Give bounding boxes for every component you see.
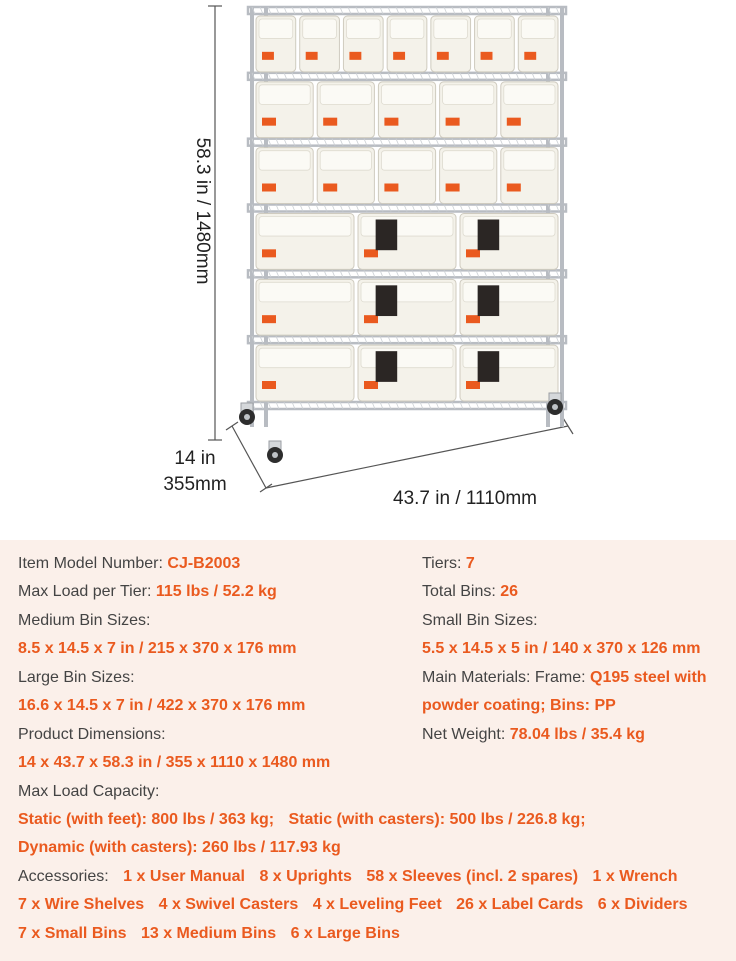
bin-opening [320,151,371,171]
spec-medium-label: Medium Bin Sizes: [18,612,151,629]
bin-divider [478,351,500,382]
bin-opening [463,348,555,368]
bin-label-card [466,315,480,323]
bin-opening [463,282,555,302]
bin-opening [463,217,555,237]
spec-value: 115 lbs / 52.2 kg [155,583,277,600]
bin-opening [259,85,310,105]
bin-label-card [384,184,398,192]
bin-label-card [364,381,378,389]
bin-opening [259,217,351,237]
spec-label: Total Bins: [422,583,496,600]
spec-value: 78.04 lbs / 35.4 kg [509,726,645,743]
spec-model [18,554,240,574]
bin-opening [259,282,351,302]
bin-label-card [262,249,276,257]
bin-opening [381,85,432,105]
spec-value: 26 [500,583,519,600]
spec-weight [422,725,645,745]
bin-label-card [437,52,449,60]
bin-opening [521,19,555,39]
bin-opening [361,282,453,302]
spec-small-label: Small Bin Sizes: [422,612,538,629]
bin-opening [346,19,380,39]
bin-opening [443,151,494,171]
spec-label: Max Load per Tier: [18,583,152,600]
rack-casters [239,393,563,463]
bin-label-card [384,118,398,126]
bin-label-card [262,381,276,389]
bin-label-card [306,52,318,60]
bin-label-card [323,118,337,126]
width-dimension-label: 43.7 in / 1110mm [393,488,537,509]
spec-large-label: Large Bin Sizes: [18,669,135,686]
spec-materials [422,668,707,688]
bin-label-card [524,52,536,60]
bin-opening [504,151,555,171]
width-dimension-line [266,426,568,488]
depth-dimension-label [150,446,240,498]
bin-opening [361,348,453,368]
spec-value: CJ-B2003 [167,555,241,572]
bin-divider [478,285,500,316]
spec-label: Item Model Number: [18,555,163,572]
spec-dims-value: 14 x 43.7 x 58.3 in / 355 x 1110 x 1480 mm [18,754,331,771]
depth-inch-label: 14 in [174,448,216,469]
spec-value: 7 [465,555,475,572]
bin-opening [320,85,371,105]
bin-opening [504,85,555,105]
spec-large-value: 16.6 x 14.5 x 7 in / 422 x 370 x 176 mm [18,697,306,714]
bin-opening [478,19,512,39]
bin-label-card [507,118,521,126]
bin-label-card [393,52,405,60]
spec-label: Net Weight: [422,726,506,743]
bin-label-card [262,184,276,192]
spec-capacity-static: Static (with feet): 800 lbs / 363 kg; Static (with casters): 500 lbs / 226.8 kg; [18,811,586,828]
bin-opening [443,85,494,105]
spec-capacity-dynamic: Dynamic (with casters): 260 lbs / 117.93 kg [18,839,341,856]
spec-accessories-line1: Accessories: 1 x User Manual 8 x Uprights 58 x Sleeves (incl. 2 spares) 1 x Wrench [18,868,678,885]
spec-small-value: 5.5 x 14.5 x 5 in / 140 x 370 x 126 mm [422,640,701,657]
bin-opening [259,348,351,368]
spec-accessories-line3: 7 x Small Bins 13 x Medium Bins 6 x Large Bins [18,925,400,942]
bin-label-card [323,184,337,192]
bin-label-card [446,184,460,192]
spec-value: Q195 steel with [590,669,707,686]
bin-label-card [262,118,276,126]
bin-label-card [349,52,361,60]
bin-divider [376,351,398,382]
bin-label-card [364,249,378,257]
bin-label-card [262,315,276,323]
height-dimension-label: 58.3 in / 1480mm [192,137,213,285]
bin-opening [303,19,337,39]
bin-divider [376,220,398,251]
spec-max-load [18,582,277,602]
bin-label-card [466,381,480,389]
bin-label-card [262,52,274,60]
bin-label-card [364,315,378,323]
bin-opening [259,151,310,171]
bin-label-card [481,52,493,60]
bin-divider [376,285,398,316]
spec-sheet [0,540,736,961]
bin-opening [390,19,424,39]
spec-accessories-line2: 7 x Wire Shelves 4 x Swivel Casters 4 x Leveling Feet 26 x Label Cards 6 x Dividers [18,896,688,913]
bin-opening [361,217,453,237]
spec-capacity-label: Max Load Capacity: [18,783,160,800]
bin-label-card [446,118,460,126]
spec-dims-label: Product Dimensions: [18,726,166,743]
bin-opening [381,151,432,171]
depth-mm-label: 355mm [163,474,227,495]
spec-label: Tiers: [422,555,462,572]
spec-materials-cont: powder coating; Bins: PP [422,697,616,714]
caster-hub [552,404,558,410]
spec-label: Main Materials: Frame: [422,669,586,686]
bin-divider [478,220,500,251]
caster-hub [244,414,250,420]
spec-medium-value: 8.5 x 14.5 x 7 in / 215 x 370 x 176 mm [18,640,297,657]
bin-opening [259,19,293,39]
bin-label-card [466,249,480,257]
bin-opening [434,19,468,39]
spec-tiers [422,554,475,574]
caster-hub [272,452,278,458]
spec-total-bins [422,582,518,602]
bin-label-card [507,184,521,192]
